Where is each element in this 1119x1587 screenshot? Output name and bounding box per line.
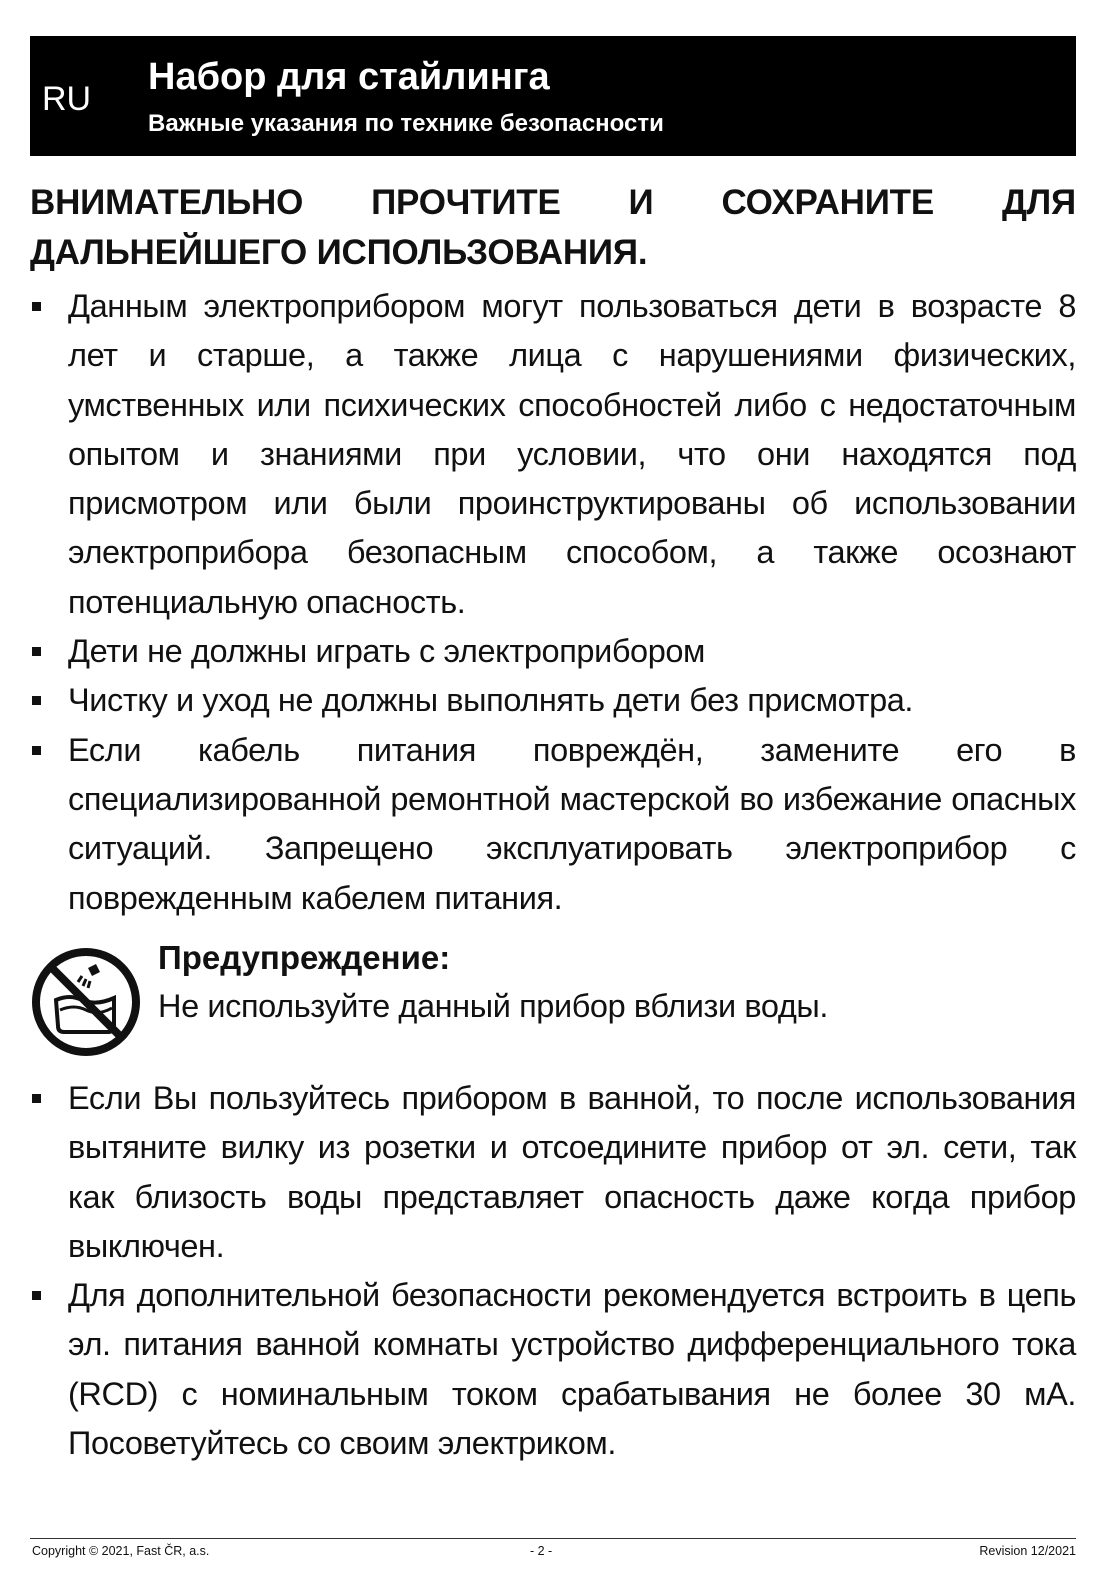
warning-title: Предупреждение: bbox=[158, 939, 451, 976]
list-item bbox=[30, 1271, 1076, 1468]
page-title: Набор для стайлинга bbox=[148, 56, 550, 98]
safety-list-1 bbox=[30, 282, 1076, 923]
bullet-icon bbox=[32, 696, 41, 705]
footer-copyright: Copyright © 2021, Fast ČR, a.s. bbox=[32, 1544, 210, 1558]
list-item bbox=[30, 726, 1076, 923]
no-water-icon bbox=[30, 946, 142, 1058]
safety-list-2 bbox=[30, 1074, 1076, 1468]
list-item-text: Дети не должны играть с электроприбором bbox=[68, 633, 706, 670]
bullet-icon bbox=[32, 1094, 41, 1103]
warning-text: Не используйте данный прибор вблизи воды. bbox=[158, 988, 828, 1024]
language-code: RU bbox=[42, 80, 92, 118]
list-item-text: Данным электроприбором могут пользоваться дети в возрасте 8 лет и старше, а также лица с нарушениями физических, умственных или психических способностей либо с недостаточным опытом и знаниями при условии, что они находятся под присмотром или были проинструктированы об использовании электроприбора безопасным способом, а также осознают потенциальную опасность. bbox=[68, 288, 1076, 620]
list-item bbox=[30, 676, 1076, 725]
list-item-text: Для дополнительной безопасности рекомендуется встроить в цепь эл. питания ванной комнаты устройство дифференциального тока (RCD) с номинальным током срабатывания не более 30 мА. Посоветуйтесь со своим электриком. bbox=[68, 1277, 1076, 1462]
bullet-icon bbox=[32, 302, 41, 311]
page-subtitle: Важные указания по технике безопасности bbox=[148, 110, 664, 137]
bullet-icon bbox=[32, 746, 41, 755]
bullet-icon bbox=[32, 647, 41, 656]
list-item bbox=[30, 282, 1076, 627]
footer-revision: Revision 12/2021 bbox=[979, 1544, 1076, 1558]
list-item-text: Если кабель питания повреждён, замените его в специализированной ремонтной мастерской во избежание опасных ситуаций. Запрещено эксплуатировать электроприбор с поврежденным кабелем питания. bbox=[68, 731, 1076, 916]
header-bar bbox=[30, 36, 1076, 156]
list-item-text: Чистку и уход не должны выполнять дети без присмотра. bbox=[68, 682, 914, 719]
footer-page-number: - 2 - bbox=[530, 1544, 553, 1558]
list-item bbox=[30, 627, 1076, 676]
list-item-text: Если Вы пользуйтесь прибором в ванной, то после использования вытяните вилку из розетки и отсоедините прибор от эл. сети, так как близость воды представляет опасность даже когда прибор выключен. bbox=[68, 1080, 1076, 1264]
list-item bbox=[30, 1074, 1076, 1271]
bullet-icon bbox=[32, 1291, 41, 1300]
section-heading: ВНИМАТЕЛЬНО ПРОЧТИТЕ И СОХРАНИТЕ ДЛЯ ДАЛЬНЕЙШЕГО ИСПОЛЬЗОВАНИЯ. bbox=[30, 183, 1076, 272]
footer-divider bbox=[30, 1538, 1076, 1539]
